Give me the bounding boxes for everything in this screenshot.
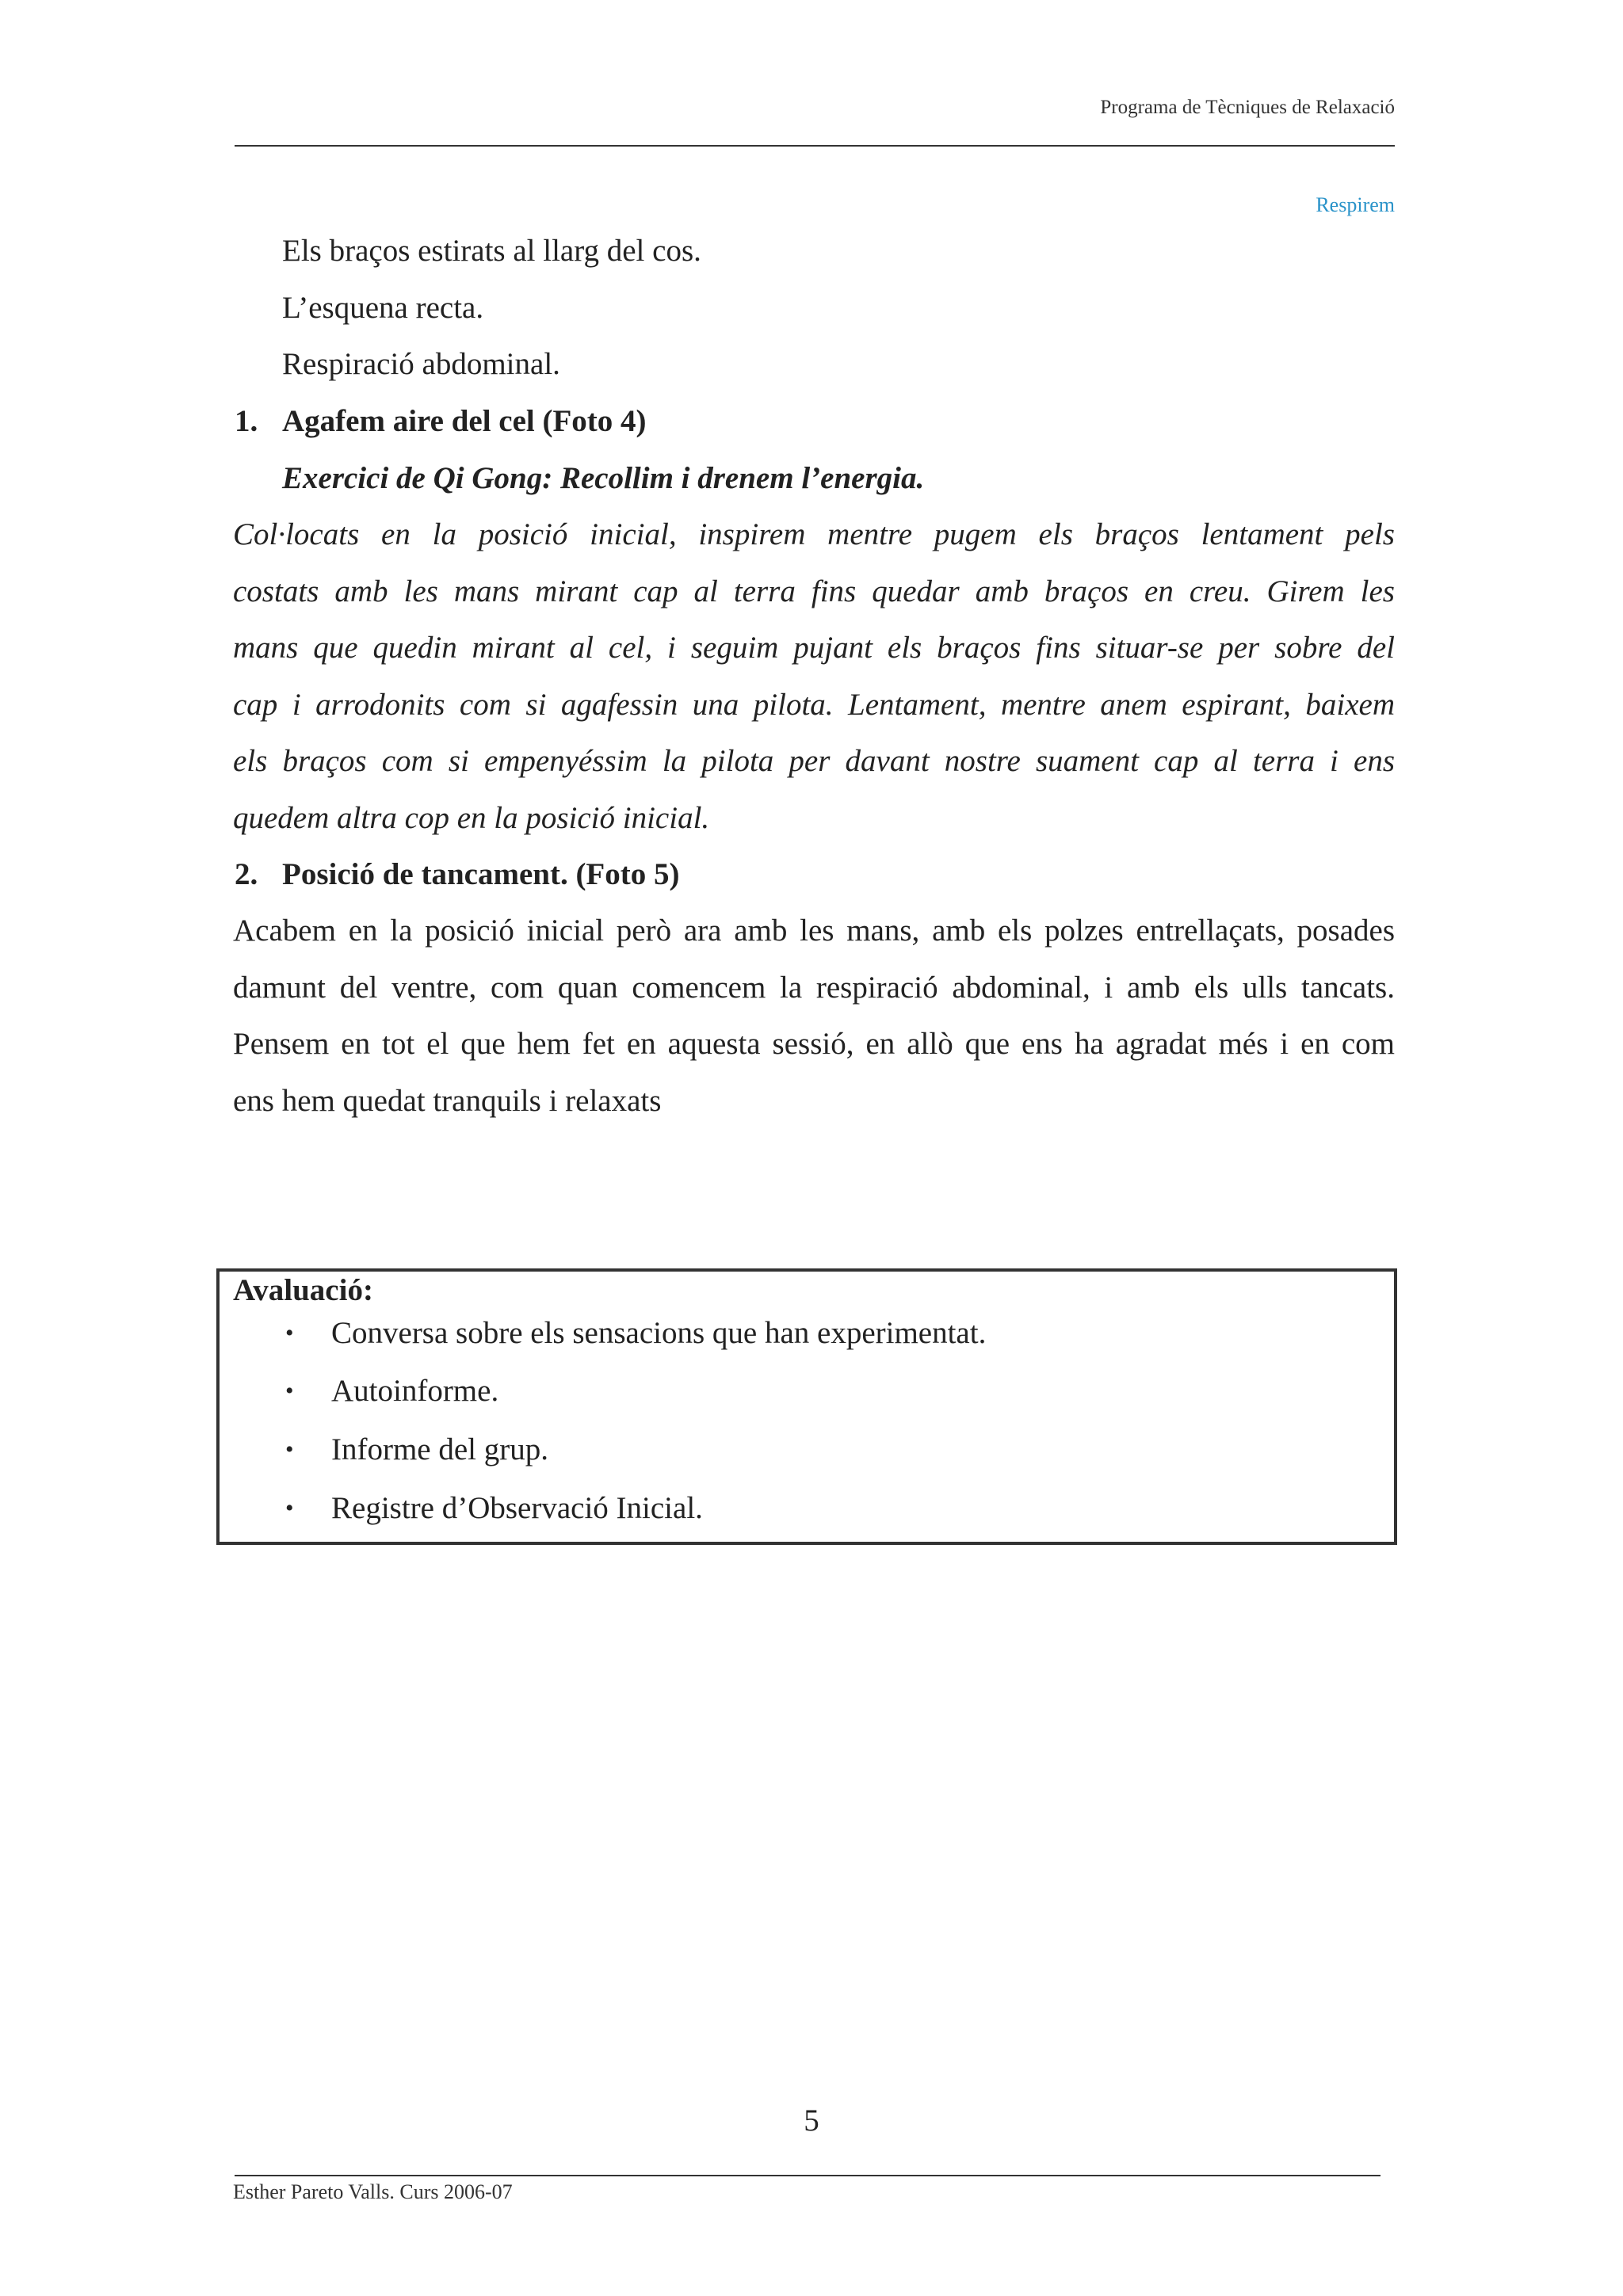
- bullet-icon: •: [285, 1436, 294, 1463]
- footer-text: Esther Pareto Valls. Curs 2006-07: [233, 2180, 513, 2203]
- bullet-icon: •: [285, 1378, 294, 1404]
- intro-line: Respiració abdominal.: [282, 347, 560, 381]
- page-number: 5: [804, 2103, 819, 2138]
- exercise-1-subtitle: Exercici de Qi Gong: Recollim i drenem l’energia.: [282, 461, 925, 495]
- evaluation-item: Informe del grup.: [331, 1432, 548, 1466]
- running-header-title: Programa de Tècniques de Relaxació: [1100, 97, 1395, 118]
- exercise-2-title: Posició de tancament. (Foto 5): [282, 857, 680, 891]
- header-divider: [235, 145, 1395, 147]
- exercise-1-text-line: els braços com si empenyéssim la pilota per davant nostre suament cap al terra i ens: [233, 744, 1395, 778]
- intro-line: L’esquena recta.: [282, 291, 484, 325]
- exercise-1-text-line: costats amb les mans mirant cap al terra fins quedar amb braços en creu. Girem les: [233, 574, 1395, 608]
- exercise-2-text-line: ens hem quedat tranquils i relaxats: [233, 1084, 662, 1118]
- exercise-1-title: Agafem aire del cel (Foto 4): [282, 404, 647, 438]
- exercise-1-number: 1.: [235, 404, 258, 438]
- bullet-icon: •: [285, 1495, 294, 1521]
- section-tag: Respirem: [1316, 193, 1395, 216]
- bullet-icon: •: [285, 1320, 294, 1346]
- exercise-2-number: 2.: [235, 857, 258, 891]
- intro-line: Els braços estirats al llarg del cos.: [282, 234, 701, 268]
- evaluation-item: Conversa sobre els sensacions que han experimentat.: [331, 1316, 987, 1350]
- exercise-2-text-line: Pensem en tot el que hem fet en aquesta sessió, en allò que ens ha agradat més i en com: [233, 1027, 1395, 1061]
- exercise-2-text-line: Acabem en la posició inicial però ara amb les mans, amb els polzes entrellaçats, posades: [233, 913, 1395, 948]
- exercise-1-text-line: cap i arrodonits com si agafessin una pilota. Lentament, mentre anem espirant, baixem: [233, 688, 1395, 722]
- evaluation-title: Avaluació:: [233, 1273, 373, 1307]
- footer-divider: [235, 2175, 1381, 2176]
- evaluation-item: Autoinforme.: [331, 1374, 499, 1408]
- exercise-1-text-line: mans que quedin mirant al cel, i seguim pujant els braços fins situar-se per sobre del: [233, 631, 1395, 665]
- exercise-1-text-line: quedem altra cop en la posició inicial.: [233, 801, 710, 835]
- evaluation-item: Registre d’Observació Inicial.: [331, 1491, 703, 1525]
- exercise-2-text-line: damunt del ventre, com quan comencem la respiració abdominal, i amb els ulls tancats.: [233, 971, 1395, 1005]
- exercise-1-text-line: Col·locats en la posició inicial, inspirem mentre pugem els braços lentament pels: [233, 517, 1395, 551]
